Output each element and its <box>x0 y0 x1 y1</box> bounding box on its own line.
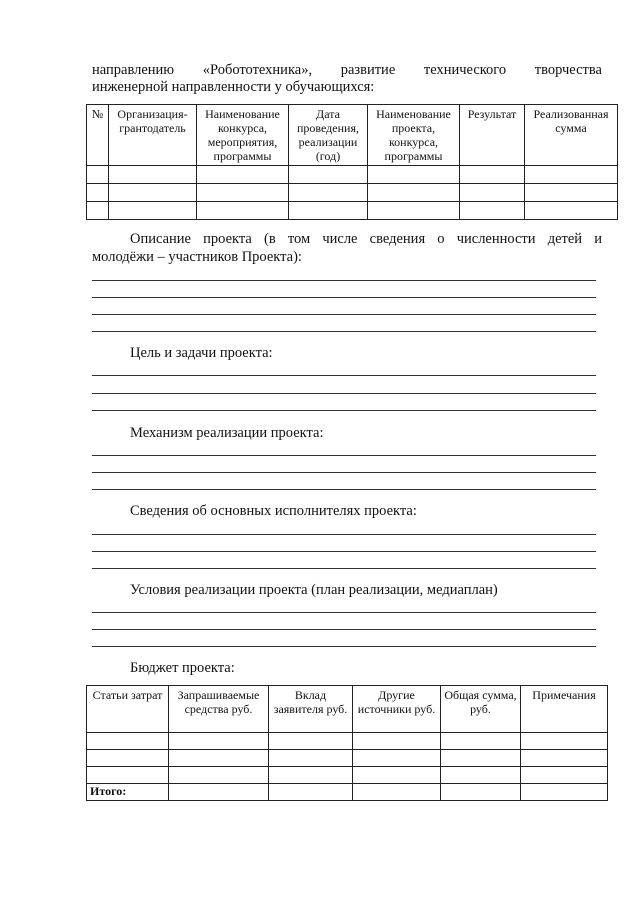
col-header-other-sources: Другие источники руб. <box>353 686 441 733</box>
col-header-result: Результат <box>460 105 525 166</box>
intro-word: направлению <box>92 62 175 78</box>
col-header-notes: Примечания <box>521 686 608 733</box>
goals-heading: Цель и задачи проекта: <box>130 345 273 361</box>
col-header-project: Наименование проекта, конкурса, программы <box>368 105 460 166</box>
table-cell[interactable] <box>109 184 197 202</box>
col-header-date: Дата проведения, реализации (год) <box>289 105 368 166</box>
fill-line[interactable] <box>92 331 596 332</box>
table-cell[interactable] <box>289 202 368 220</box>
table-cell[interactable] <box>368 202 460 220</box>
intro-word: творчества <box>534 62 602 78</box>
table-row <box>87 767 608 784</box>
intro-line-2: инженерной направленности у обучающихся: <box>92 79 375 95</box>
intro-word: развитие <box>340 62 396 78</box>
table-cell[interactable] <box>441 784 521 801</box>
table-cell[interactable] <box>269 750 353 767</box>
table-cell[interactable] <box>441 750 521 767</box>
col-header-contest: Наименование конкурса, мероприятия, программы <box>197 105 289 166</box>
table-cell[interactable] <box>109 202 197 220</box>
table-cell[interactable] <box>87 750 169 767</box>
table-cell[interactable] <box>460 166 525 184</box>
table-cell[interactable] <box>441 767 521 784</box>
table-row <box>87 750 608 767</box>
table-cell[interactable] <box>169 784 269 801</box>
table-cell[interactable] <box>521 733 608 750</box>
fill-line[interactable] <box>92 375 596 376</box>
mechanism-heading: Механизм реализации проекта: <box>130 425 324 441</box>
intro-paragraph <box>92 62 602 96</box>
col-header-expense: Статьи затрат <box>87 686 169 733</box>
table-cell[interactable] <box>87 184 109 202</box>
description-paragraph <box>92 230 602 266</box>
fill-line[interactable] <box>92 629 596 630</box>
table-cell[interactable] <box>353 733 441 750</box>
fill-line[interactable] <box>92 551 596 552</box>
table-cell[interactable] <box>197 184 289 202</box>
fill-line[interactable] <box>92 489 596 490</box>
table-cell[interactable] <box>87 202 109 220</box>
table-cell[interactable] <box>169 750 269 767</box>
table-cell[interactable] <box>353 784 441 801</box>
col-header-requested: Запрашиваемые средства руб. <box>169 686 269 733</box>
table-cell[interactable] <box>269 733 353 750</box>
table-header-row <box>87 686 608 733</box>
table-cell[interactable] <box>289 184 368 202</box>
intro-line-1 <box>92 62 602 79</box>
col-header-total-sum: Общая сумма, руб. <box>441 686 521 733</box>
table-cell[interactable] <box>521 767 608 784</box>
table-cell[interactable] <box>169 733 269 750</box>
fill-line[interactable] <box>92 612 596 613</box>
col-header-number: № <box>87 105 109 166</box>
col-header-grantor: Организация-грантодатель <box>109 105 197 166</box>
table-cell[interactable] <box>197 166 289 184</box>
grants-table <box>86 104 618 220</box>
table-cell[interactable] <box>269 767 353 784</box>
description-line-1: Описание проекта (в том числе сведения о численности детей и <box>130 231 602 247</box>
fill-line[interactable] <box>92 410 596 411</box>
fill-line[interactable] <box>92 646 596 647</box>
table-cell[interactable] <box>269 784 353 801</box>
table-row <box>87 733 608 750</box>
fill-line[interactable] <box>92 568 596 569</box>
table-cell[interactable] <box>521 750 608 767</box>
table-cell[interactable] <box>525 166 618 184</box>
intro-word: технического <box>423 62 507 78</box>
budget-heading: Бюджет проекта: <box>130 660 235 676</box>
table-cell[interactable] <box>87 166 109 184</box>
table-row <box>87 202 618 220</box>
table-cell[interactable] <box>460 184 525 202</box>
table-cell[interactable] <box>353 750 441 767</box>
table-cell[interactable] <box>289 166 368 184</box>
fill-line[interactable] <box>92 534 596 535</box>
description-line-2: молодёжи – участников Проекта): <box>92 249 302 265</box>
total-label: Итого: <box>87 784 169 801</box>
fill-line[interactable] <box>92 472 596 473</box>
table-cell[interactable] <box>169 767 269 784</box>
fill-line[interactable] <box>92 314 596 315</box>
table-cell[interactable] <box>87 767 169 784</box>
table-cell[interactable] <box>525 202 618 220</box>
table-cell[interactable] <box>521 784 608 801</box>
table-header-row <box>87 105 618 166</box>
fill-line[interactable] <box>92 297 596 298</box>
table-cell[interactable] <box>460 202 525 220</box>
table-cell[interactable] <box>353 767 441 784</box>
total-row <box>87 784 608 801</box>
table-cell[interactable] <box>368 166 460 184</box>
col-header-contribution: Вклад заявителя руб. <box>269 686 353 733</box>
col-header-amount: Реализованная сумма <box>525 105 618 166</box>
table-row <box>87 184 618 202</box>
fill-line[interactable] <box>92 280 596 281</box>
conditions-heading: Условия реализации проекта (план реализации, медиаплан) <box>130 582 498 598</box>
table-cell[interactable] <box>368 184 460 202</box>
table-cell[interactable] <box>109 166 197 184</box>
table-cell[interactable] <box>87 733 169 750</box>
table-row <box>87 166 618 184</box>
executors-heading: Сведения об основных исполнителях проекта: <box>130 503 417 519</box>
fill-line[interactable] <box>92 455 596 456</box>
budget-table <box>86 685 608 801</box>
table-cell[interactable] <box>441 733 521 750</box>
intro-word: «Робототехника», <box>202 62 313 78</box>
fill-line[interactable] <box>92 393 596 394</box>
table-cell[interactable] <box>525 184 618 202</box>
table-cell[interactable] <box>197 202 289 220</box>
